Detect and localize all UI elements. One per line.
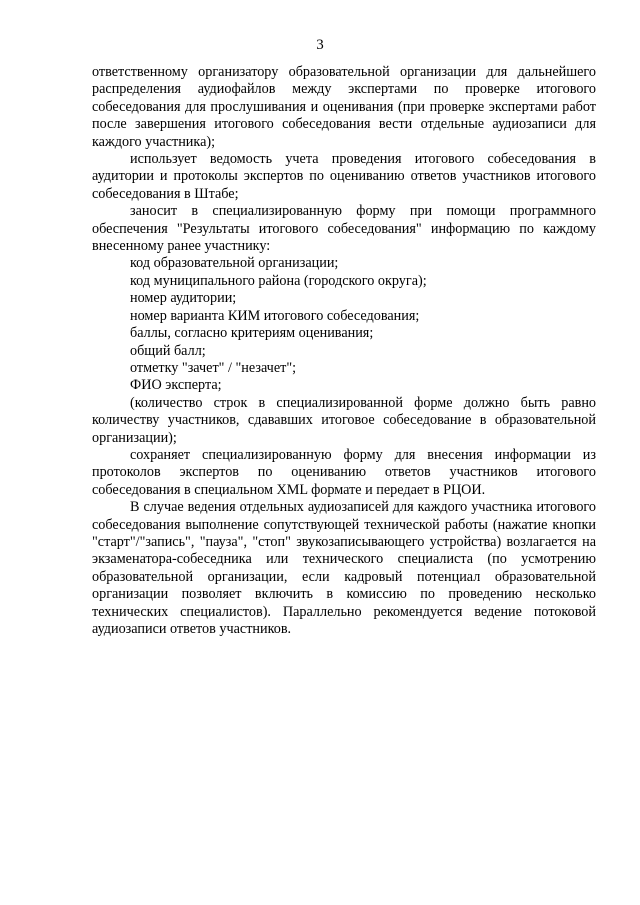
paragraph-separate-recordings: В случае ведения отдельных аудиозаписей для каждого участника итогового собеседования выполнение сопутствующей технической работы (нажатие кнопки "старт"/"запись", "пауза", "стоп" звукозаписывающего устройства) возлагается на экзаменатора-собеседника или технического специалиста (по усмотрению образовательной организации, если кадровый потенциал образовательной организации позволяет включить в комиссию по проведению несколько технических специалистов). Параллельно рекомендуется ведение потоковой аудиозаписи ответов участников. <box>92 499 596 637</box>
paragraph-row-count-note: (количество строк в специализированной форме должно быть равно количеству участников, сдававших итоговое собеседование в образовательной организации); <box>92 394 596 446</box>
list-item: номер аудитории; <box>130 290 237 307</box>
list-item: номер варианта КИМ итогового собеседования; <box>130 307 420 324</box>
list-item: баллы, согласно критериям оценивания; <box>130 325 374 342</box>
document-body <box>92 64 596 638</box>
paragraph-enters-form: заносит в специализированную форму при помощи программного обеспечения "Результаты итогового собеседования" информацию по каждому внесенному ранее участнику: <box>92 203 596 255</box>
list-item: общий балл; <box>130 342 206 359</box>
list-item: код образовательной организации; <box>130 255 339 272</box>
page-number: 3 <box>316 37 324 53</box>
paragraph-saves-form: сохраняет специализированную форму для внесения информации из протоколов экспертов по оцениванию ответов участников итогового собеседования в специальном XML формате и передает в РЦОИ. <box>92 446 596 498</box>
paragraph-distribution: ответственному организатору образовательной организации для дальнейшего распределения аудиофайлов между экспертами по проверке итогового собеседования для прослушивания и оценивания (при проверке экспертами работ после завершения итогового собеседования вести отдельные аудиозаписи для каждого участника); <box>92 64 596 150</box>
paragraph-uses-statement: использует ведомость учета проведения итогового собеседования в аудитории и протоколы экспертов по оцениванию ответов участников итогового собеседования в Штабе; <box>92 151 596 202</box>
list-item: отметку "зачет" / "незачет"; <box>130 359 297 376</box>
list-item: ФИО эксперта; <box>130 377 222 394</box>
list-item: код муниципального района (городского округа); <box>130 272 427 289</box>
